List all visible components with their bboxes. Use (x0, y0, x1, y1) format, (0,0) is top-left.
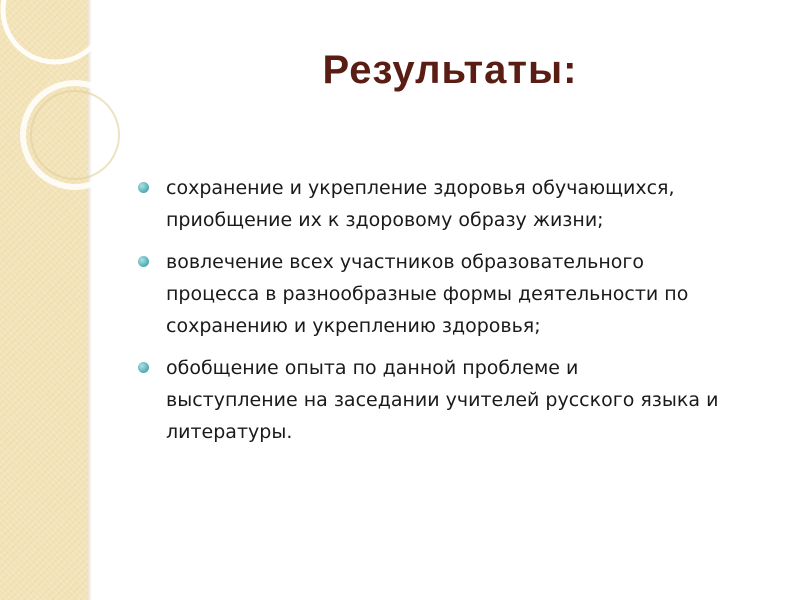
bullet-dot-icon (138, 182, 149, 193)
bullet-text: обобщение опыта по данной проблеме и выступление на заседании учителей русского языка и литературы. (166, 357, 719, 443)
bullet-dot-icon (138, 362, 149, 373)
bullet-list (138, 172, 778, 458)
decorative-rings-icon (0, 0, 130, 230)
bullet-text: вовлечение всех участников образовательного процесса в разнообразные формы деятельности по сохранению и укреплению здоровья; (166, 251, 689, 337)
bullet-text: сохранение и укрепление здоровья обучающихся, приобщение их к здоровому образу жизни; (166, 177, 675, 231)
bullet-item (138, 172, 778, 236)
bullet-item (138, 246, 778, 342)
bullet-dot-icon (138, 256, 149, 267)
bullet-item (138, 352, 778, 448)
slide-title: Результаты: (322, 48, 578, 92)
